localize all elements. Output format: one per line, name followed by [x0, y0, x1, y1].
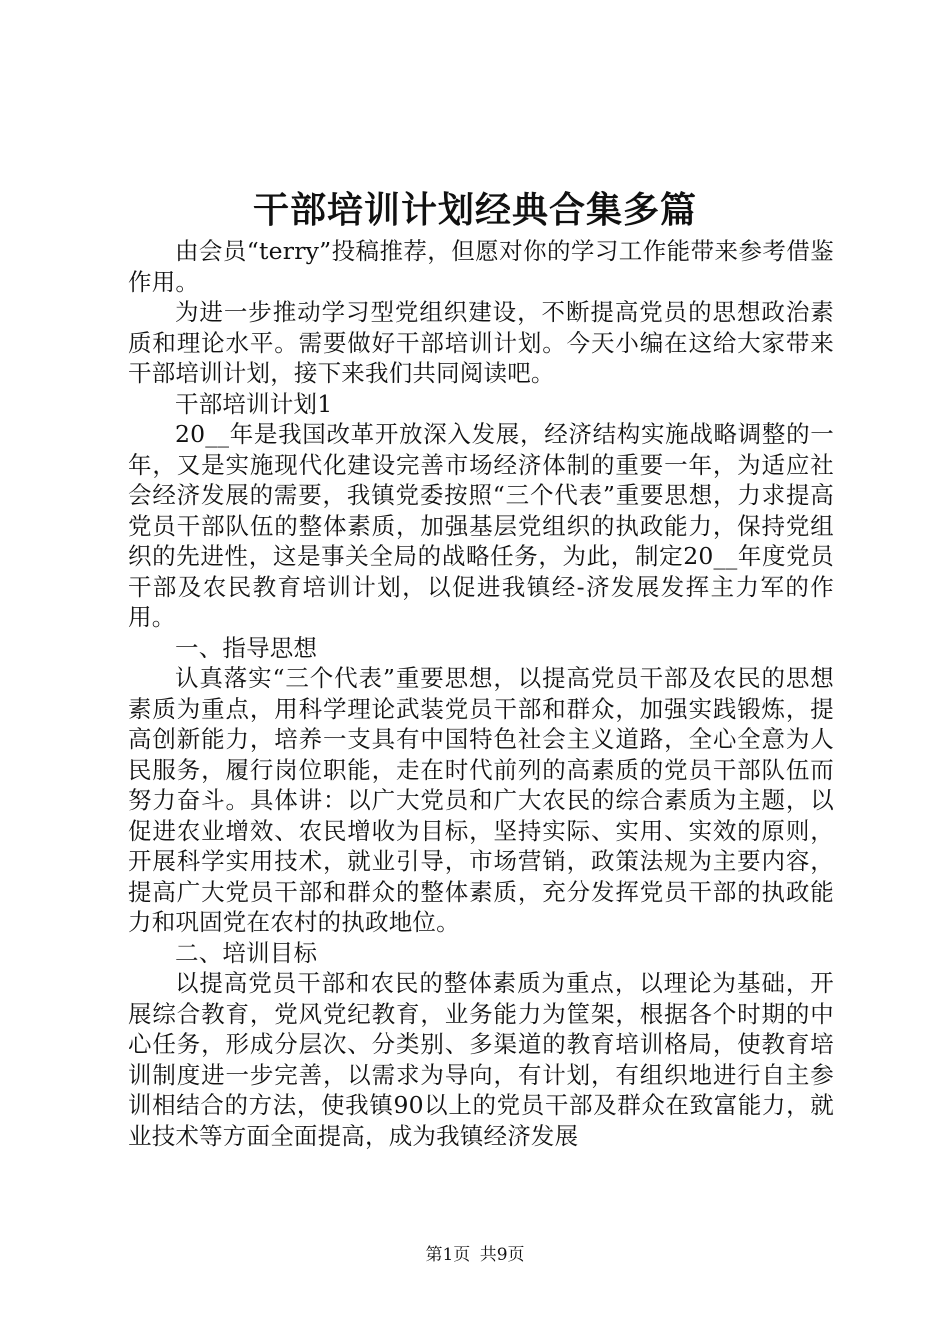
- paragraph: 为进一步推动学习型党组织建设，不断提高党员的思想政治素质和理论水平。需要做好干部培训计划。今天小编在这给大家带来干部培训计划，接下来我们共同阅读吧。: [128, 298, 834, 387]
- paragraph: 以提高党员干部和农民的整体素质为重点，以理论为基础，开展综合教育，党风党纪教育，业务能力为筐架，根据各个时期的中心任务，形成分层次、分类别、多渠道的教育培训格局，使教育培训制度进一步完善，以需求为导向，有计划，有组织地进行自主参训相结合的方法，使我镇90以上的党员干部及群众在致富能力，就业技术等方面全面提高，成为我镇经济发展: [128, 969, 834, 1150]
- paragraph: 认真落实“三个代表”重要思想，以提高党员干部及农民的思想素质为重点，用科学理论武装党员干部和群众，加强实践锻炼，提高创新能力，培养一支具有中国特色社会主义道路，全心全意为人民服务，履行岗位职能，走在时代前列的高素质的党员干部队伍而努力奋斗。具体讲：以广大党员和广大农民的综合素质为主题，以促进农业增效、农民增收为目标，坚持实际、实用、实效的原则，开展科学实用技术，就业引导，市场营销，政策法规为主要内容，提高广大党员干部和群众的整体素质，充分发挥党员干部的执政能力和巩固党在农村的执政地位。: [128, 664, 834, 936]
- page-number: 第1页: [425, 1245, 471, 1265]
- page-footer: [0, 1243, 950, 1267]
- paragraph: 20__年是我国改革开放深入发展，经济结构实施战略调整的一年，又是实施现代化建设完善市场经济体制的重要一年，为适应社会经济发展的需要，我镇党委按照“三个代表”重要思想，力求提高党员干部队伍的整体素质，加强基层党组织的执政能力，保持党组织的先进性，这是事关全局的战略任务，为此，制定20__年度党员干部及农民教育培训计划，以促进我镇经-济发展发挥主力军的作用。: [128, 420, 834, 631]
- document-body: [128, 236, 834, 1151]
- section-heading: 二、培训目标: [175, 938, 318, 967]
- paragraph: 由会员“terry”投稿推荐，但愿对你的学习工作能带来参考借鉴作用。: [128, 237, 834, 296]
- document-title: 干部培训计划经典合集多篇: [252, 189, 697, 231]
- section-heading: 一、指导思想: [175, 633, 318, 662]
- page-total: 共9页: [479, 1245, 525, 1265]
- section-heading: 干部培训计划1: [175, 389, 333, 418]
